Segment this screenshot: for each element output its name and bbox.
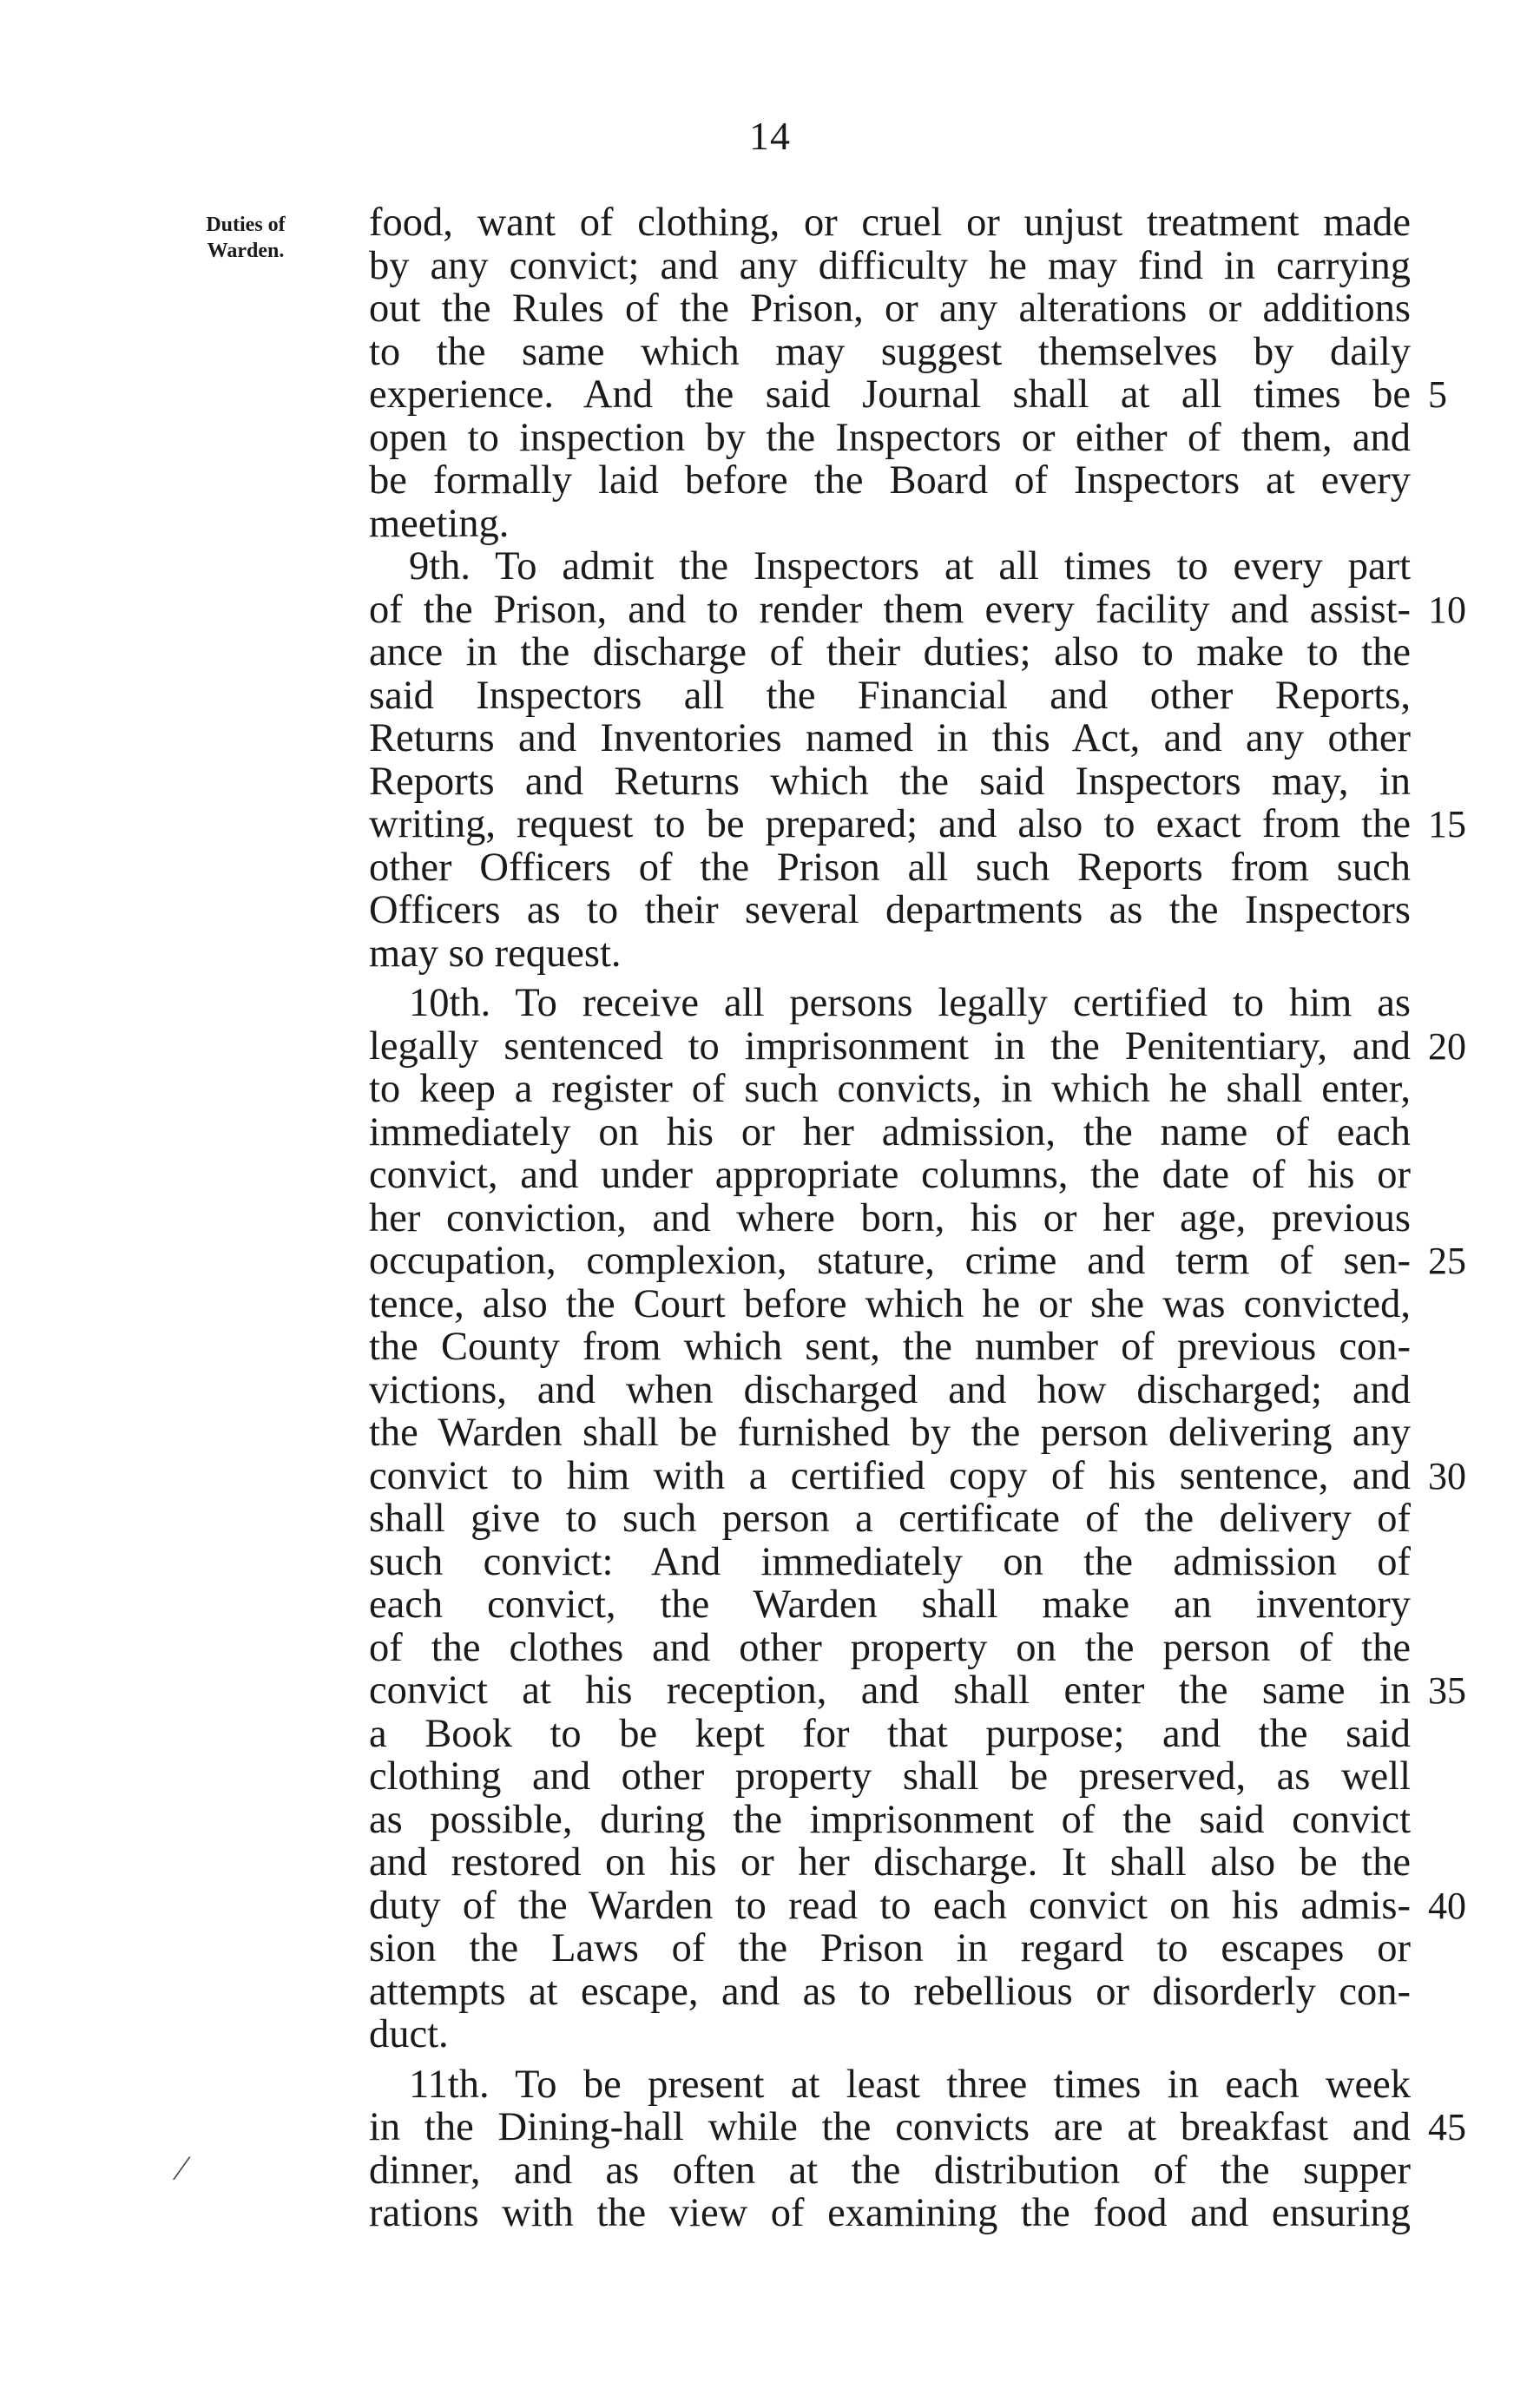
page-number: 14 (749, 114, 791, 158)
line-number: 25 (1428, 1240, 1466, 1282)
text-line: convict to him with a certified copy of his sentence, and (369, 1453, 1411, 1498)
line-number: 15 (1428, 803, 1466, 845)
text-line: convict, and under appropriate columns, the date of his or (369, 1153, 1411, 1197)
line-number: 45 (1428, 2106, 1466, 2148)
text-line: a Book to be kept for that purpose; and the said (369, 1711, 1411, 1756)
text-line: legally sentenced to imprisonment in the Penitentiary, and (369, 1023, 1411, 1069)
text-line: occupation, complexion, stature, crime and term of sen- (369, 1239, 1411, 1283)
text-line: sion the Laws of the Prison in regard to escapes or (369, 1926, 1411, 1971)
text-line: meeting. (369, 501, 510, 546)
text-line: to the same which may suggest themselves by daily (369, 329, 1411, 374)
text-line: clothing and other property shall be preserved, as well (369, 1754, 1411, 1799)
text-line: duty of the Warden to read to each convict on his admis- (369, 1883, 1411, 1928)
text-line: each convict, the Warden shall make an inventory (369, 1582, 1411, 1627)
margin-note-line: Warden. (207, 240, 285, 262)
text-line: shall give to such person a certificate of the delivery of (369, 1497, 1411, 1541)
line-number: 30 (1428, 1455, 1466, 1497)
text-line: victions, and when discharged and how discharged; and (369, 1367, 1411, 1412)
text-line: and restored on his or her discharge. It shall also be the (369, 1840, 1411, 1885)
margin-note-line: Duties of (206, 214, 286, 236)
text-line: the County from which sent, the number of previous con- (369, 1325, 1411, 1369)
text-line: immediately on his or her admission, the name of each (369, 1109, 1411, 1155)
text-line: out the Rules of the Prison, or any alterations or additions (369, 286, 1411, 331)
text-line: said Inspectors all the Financial and other Reports, (369, 673, 1411, 718)
text-line: of the clothes and other property on the person of the (369, 1625, 1411, 1670)
text-line: experience. And the said Journal shall at all times be (369, 372, 1411, 417)
body-text (369, 201, 1411, 2235)
text-line: food, want of clothing, or cruel or unjust treatment made (369, 201, 1411, 245)
line-number: 35 (1428, 1669, 1466, 1712)
text-line: her conviction, and where born, his or her age, previous (369, 1195, 1411, 1240)
text-line: Reports and Returns which the said Inspectors may, in (369, 759, 1411, 804)
text-line: as possible, during the imprisonment of the said convict (369, 1797, 1411, 1842)
text-line: writing, request to be prepared; and also to exact from the (369, 802, 1411, 846)
line-number: 40 (1428, 1885, 1466, 1927)
text-line: dinner, and as often at the distribution of the supper (369, 2148, 1411, 2193)
text-line: by any convict; and any difficulty he may find in carrying (369, 243, 1411, 288)
margin-note (163, 212, 328, 264)
text-line: other Officers of the Prison all such Reports from such (369, 845, 1411, 890)
text-line: ance in the discharge of their duties; also to make to the (369, 630, 1411, 674)
line-number: 20 (1428, 1025, 1466, 1068)
text-line: Officers as to their several departments as the Inspectors (369, 888, 1411, 932)
text-line: convict at his reception, and shall enter the same in (369, 1668, 1411, 1713)
text-line: attempts at escape, and as to rebellious or disorderly con- (369, 1969, 1411, 2014)
text-line: the Warden shall be furnished by the person delivering any (369, 1411, 1411, 1455)
text-line: of the Prison, and to render them every facility and assist- (369, 587, 1411, 632)
ink-mark: ⁄ (179, 2148, 185, 2188)
text-line: 9th. To admit the Inspectors at all times to every part (409, 544, 1411, 589)
text-line: 10th. To receive all persons legally certified to him as (409, 981, 1411, 1025)
text-line: such convict: And immediately on the admission of (369, 1539, 1411, 1584)
text-line: to keep a register of such convicts, in which he shall enter, (369, 1067, 1411, 1111)
line-number: 10 (1428, 589, 1466, 631)
text-line: Returns and Inventories named in this Act, and any other (369, 716, 1411, 760)
text-line: open to inspection by the Inspectors or either of them, and (369, 415, 1411, 460)
text-line: be formally laid before the Board of Inspectors at every (369, 458, 1411, 503)
text-line: duct. (369, 2012, 449, 2056)
text-line: in the Dining-hall while the convicts are at breakfast and (369, 2105, 1411, 2149)
text-line: 11th. To be present at least three times in each week (409, 2062, 1411, 2107)
line-number: 5 (1428, 373, 1447, 416)
text-line: may so request. (369, 931, 622, 976)
text-line: rations with the view of examining the food and ensuring (369, 2191, 1411, 2235)
text-line: tence, also the Court before which he or she was convicted, (369, 1281, 1411, 1326)
